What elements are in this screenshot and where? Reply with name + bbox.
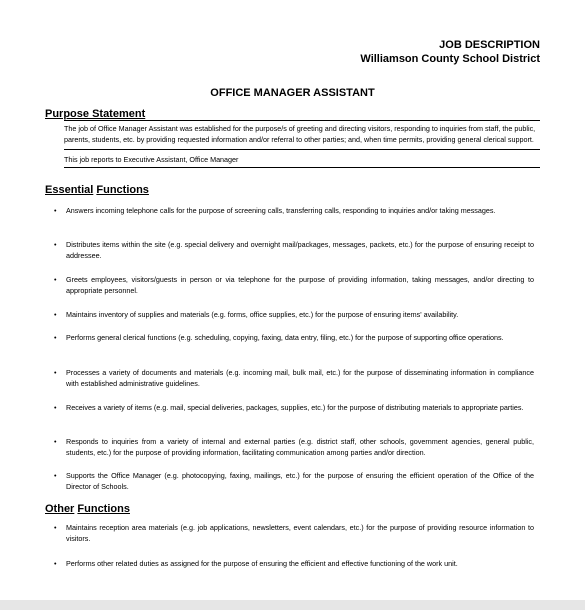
list-item (54, 309, 534, 320)
bullet-icon: • (54, 437, 57, 446)
doc-type-label: JOB DESCRIPTION (439, 39, 540, 51)
list-item (54, 470, 534, 492)
list-item (54, 402, 534, 413)
bullet-icon: • (54, 206, 57, 215)
bullet-icon: • (54, 275, 57, 284)
list-item (54, 205, 534, 216)
bullet-icon: • (54, 403, 57, 412)
essential-functions-heading (45, 184, 149, 196)
list-item-text: Performs general clerical functions (e.g. scheduling, copying, faxing, data entry, filing, etc.) for the purpose of supporting office operations. (66, 333, 504, 342)
other-heading-word1: Other (45, 503, 75, 515)
list-item (54, 558, 534, 569)
bullet-icon: • (54, 559, 57, 568)
list-item-text: Greets employees, visitors/guests in person or via telephone for the purpose of providing information, taking messages, and/or directing to appropriate personnel. (66, 275, 534, 295)
list-item-text: Distributes items within the site (e.g. special delivery and overnight mail/packages, messages, packets, etc.) for the purpose of ensuring receipt to addressee. (66, 240, 534, 260)
list-item (54, 522, 534, 544)
list-item (54, 239, 534, 261)
reports-to-text: This job reports to Executive Assistant, Office Manager (64, 155, 239, 164)
essential-heading-word2: Functions (96, 184, 149, 196)
purpose-heading (45, 108, 145, 120)
other-functions-heading (45, 503, 130, 515)
list-item (54, 367, 534, 389)
list-item-text: Responds to inquiries from a variety of internal and external parties (e.g. district staff, other schools, government agencies, general public, students, etc.) for the purpose of providing information, facilitating communication among parties and/or direction. (66, 437, 534, 457)
list-item-text: Processes a variety of documents and materials (e.g. incoming mail, bulk mail, etc.) for the purpose of disseminating information in compliance with established administrative guidelines. (66, 368, 534, 388)
purpose-statement-box (64, 120, 540, 168)
district-name: Williamson County School District (360, 53, 540, 65)
list-item-text: Maintains reception area materials (e.g. job applications, newsletters, event calendars, etc.) for the purpose of providing resource information to visitors. (66, 523, 534, 543)
list-item (54, 332, 534, 343)
purpose-heading-text: Purpose Statement (45, 108, 146, 120)
list-item (54, 274, 534, 296)
essential-heading-word1: Essential (45, 184, 94, 196)
job-title: OFFICE MANAGER ASSISTANT (210, 87, 375, 99)
purpose-text: The job of Office Manager Assistant was established for the purpose/s of greeting and directing visitors, responding to inquiries from staff, the public, parents, students, etc. by providing requested information and/or referral to other parties; and, when time permits, providing general clerical support. (64, 121, 540, 150)
other-heading-word2: Functions (77, 503, 130, 515)
viewer-background (0, 600, 585, 610)
list-item-text: Maintains inventory of supplies and materials (e.g. forms, office supplies, etc.) for the purpose of ensuring items' availability. (66, 310, 459, 319)
list-item-text: Answers incoming telephone calls for the purpose of screening calls, transferring calls, responding to inquiries and/or taking messages. (66, 206, 496, 215)
bullet-icon: • (54, 471, 57, 480)
bullet-icon: • (54, 333, 57, 342)
bullet-icon: • (54, 240, 57, 249)
list-item-text: Supports the Office Manager (e.g. photocopying, faxing, mailings, etc.) for the purpose of ensuring the efficient operation of the Office of the Director of Schools. (66, 471, 534, 491)
bullet-icon: • (54, 368, 57, 377)
bullet-icon: • (54, 310, 57, 319)
document-header (360, 38, 540, 66)
list-item-text: Performs other related duties as assigned for the purpose of ensuring the efficient and effective functioning of the work unit. (66, 559, 458, 568)
list-item-text: Receives a variety of items (e.g. mail, special deliveries, packages, supplies, etc.) for the purpose of distributing materials to appropriate parties. (66, 403, 524, 412)
bullet-icon: • (54, 523, 57, 532)
list-item (54, 436, 534, 458)
